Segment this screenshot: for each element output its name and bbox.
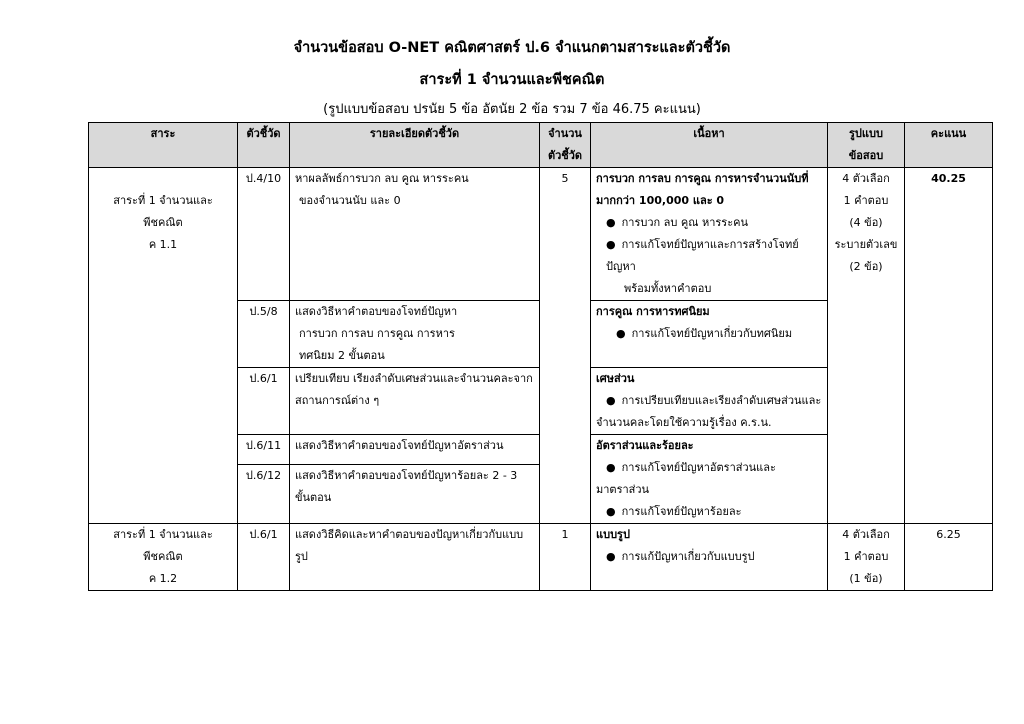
detail-cell: แสดงวิธีคิดและหาคำตอบของปัญหาเกี่ยวกับแบบรูป [290, 524, 540, 591]
indicator-cell: ป.6/11 [238, 435, 290, 465]
document-title: จำนวนข้อสอบ O-NET คณิตศาสตร์ ป.6 จำแนกตามสาระและตัวชี้วัด [293, 40, 731, 56]
header-format: รูปแบบ ข้อสอบ [828, 123, 905, 168]
detail-cell: แสดงวิธีหาคำตอบของโจทย์ปัญหาร้อยละ 2 - 3 ขั้นตอน [290, 465, 540, 524]
content-cell: เศษส่วน ● การเปรียบเทียบและเรียงลำดับเศษส่วนและ จำนวนคละโดยใช้ความรู้เรื่อง ค.ร.น. [591, 368, 828, 435]
indicator-cell: ป.4/10 [238, 168, 290, 301]
count-cell: 1 [540, 524, 591, 591]
header-content: เนื้อหา [591, 123, 828, 168]
indicator-cell: ป.6/1 [238, 524, 290, 591]
detail-cell: แสดงวิธีหาคำตอบของโจทย์ปัญหาอัตราส่วน [290, 435, 540, 465]
detail-cell: เปรียบเทียบ เรียงลำดับเศษส่วนและจำนวนคละจาก สถานการณ์ต่าง ๆ [290, 368, 540, 435]
header-strand: สาระ [89, 123, 238, 168]
detail-cell: หาผลลัพธ์การบวก ลบ คูณ หารระคน ของจำนวนนับ และ 0 [290, 168, 540, 301]
content-cell: การคูณ การหารทศนิยม ● การแก้โจทย์ปัญหาเกี่ยวกับทศนิยม [591, 301, 828, 368]
header-detail: รายละเอียดตัวชี้วัด [290, 123, 540, 168]
strand-cell: สาระที่ 1 จำนวนและพีชคณิต ค 1.2 [89, 524, 238, 591]
format-cell: 4 ตัวเลือก 1 คำตอบ (1 ข้อ) [828, 524, 905, 591]
detail-cell: แสดงวิธีหาคำตอบของโจทย์ปัญหา การบวก การลบ การคูณ การหาร ทศนิยม 2 ขั้นตอน [290, 301, 540, 368]
score-cell: 40.25 [905, 168, 993, 524]
indicator-cell: ป.6/12 [238, 465, 290, 524]
content-cell: การบวก การลบ การคูณ การหารจำนวนนับที่ มากกว่า 100,000 และ 0 ● การบวก ลบ คูณ หารระคน ● การแก้โจทย์ปัญหาและการสร้างโจทย์ปัญหา พร้อมทั้งหาคำตอบ [591, 168, 828, 301]
table-header-row [89, 123, 993, 168]
strand-cell: สาระที่ 1 จำนวนและพีชคณิต ค 1.1 [89, 168, 238, 524]
header-indicator: ตัวชี้วัด [238, 123, 290, 168]
header-count: จำนวน ตัวชี้วัด [540, 123, 591, 168]
content-cell: แบบรูป ● การแก้ปัญหาเกี่ยวกับแบบรูป [591, 524, 828, 591]
indicator-cell: ป.5/8 [238, 301, 290, 368]
onet-exam-table [88, 122, 993, 591]
header-score: คะแนน [905, 123, 993, 168]
indicator-cell: ป.6/1 [238, 368, 290, 435]
exam-format-subtitle: (รูปแบบข้อสอบ ปรนัย 5 ข้อ อัตนัย 2 ข้อ รวม 7 ข้อ 46.75 คะแนน) [323, 102, 701, 117]
table-row [89, 524, 993, 591]
format-cell: 4 ตัวเลือก 1 คำตอบ (4 ข้อ) ระบายตัวเลข (2 ข้อ) [828, 168, 905, 524]
count-cell: 5 [540, 168, 591, 524]
content-cell: อัตราส่วนและร้อยละ ● การแก้โจทย์ปัญหาอัตราส่วนและ มาตราส่วน ● การแก้โจทย์ปัญหาร้อยละ [591, 435, 828, 524]
table-row [89, 168, 993, 301]
score-cell: 6.25 [905, 524, 993, 591]
strand-heading: สาระที่ 1 จำนวนและพีชคณิต [419, 72, 605, 88]
